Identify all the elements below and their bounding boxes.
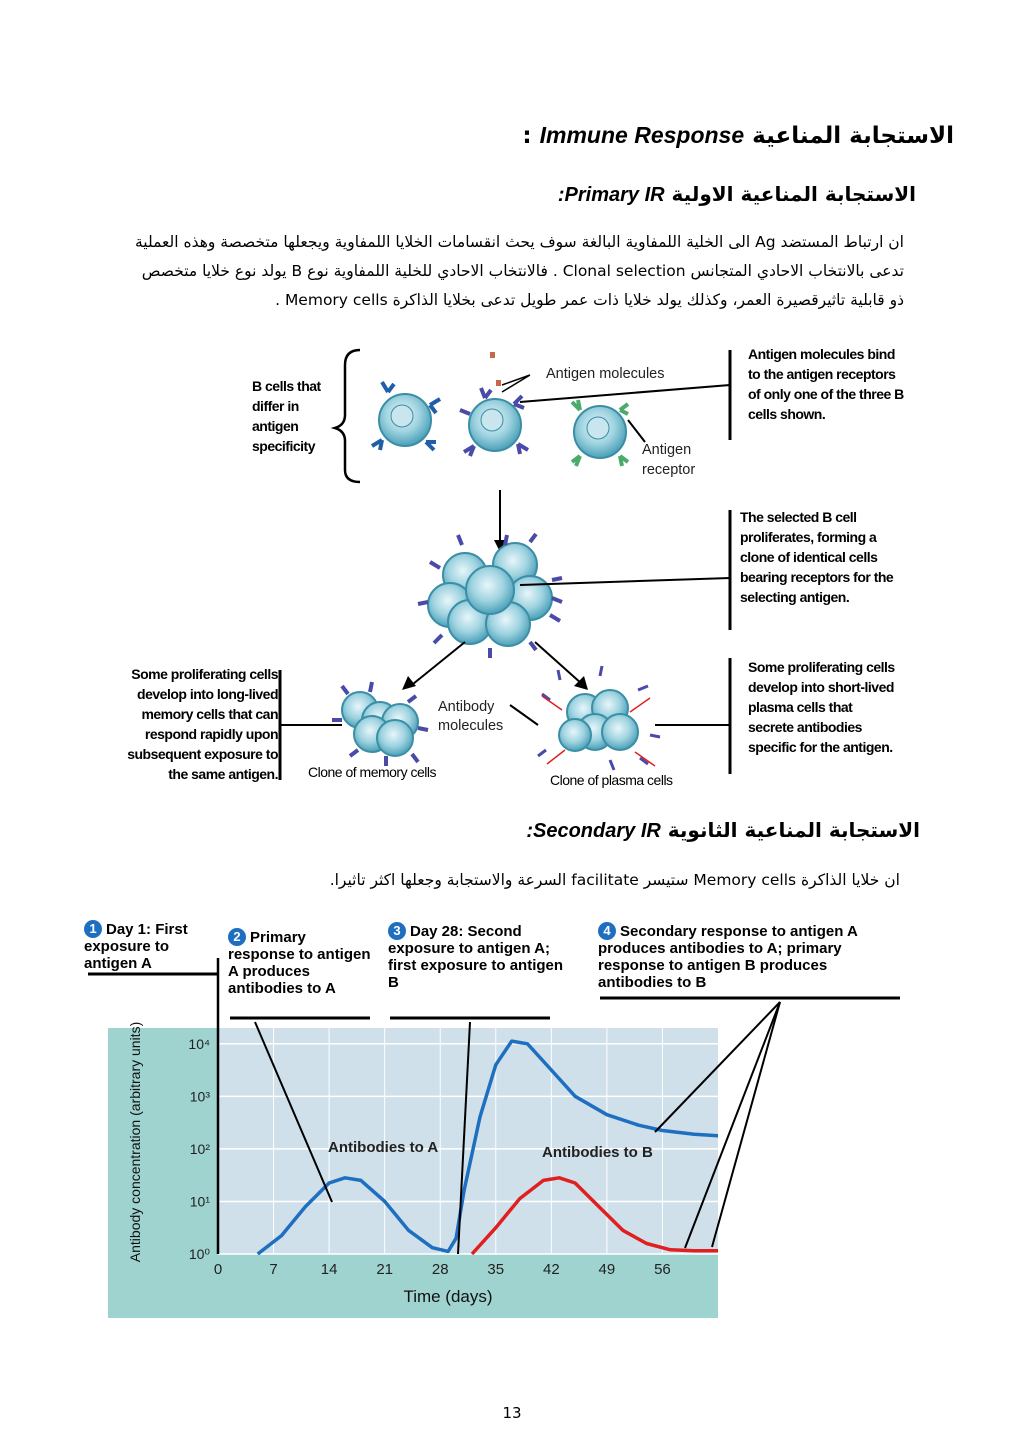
clone-plasma-label: Clone of plasma cells	[550, 772, 673, 788]
annotation-1-number: 1	[84, 920, 102, 938]
antigen-molecules-label: Antigen molecules	[546, 366, 665, 382]
primary-line-2: تدعى بالانتخاب الاحادي المتجانس Clonal selection . فالانتخاب الاحادي للخلية اللمفاوية نوع B يولد نوع خلايا متخصص	[141, 262, 904, 280]
y-tick-label: 10¹	[189, 1193, 210, 1210]
primary-paragraph	[60, 228, 904, 315]
annotation-2-text: Primary response to antigen A produces antibodies to A	[228, 929, 371, 997]
b-cell-2	[460, 352, 528, 456]
x-tick-label: 28	[431, 1261, 449, 1278]
title-colon: :	[522, 123, 532, 149]
annotation-3-text: Day 28: Second exposure to antigen A; first exposure to antigen B	[388, 923, 564, 991]
annotation-3	[388, 922, 568, 991]
primary-line-1: ان ارتباط المستضد Ag الى الخلية اللمفاوية البالغة سوف يحث انقسامات الخلايا اللمفاوية ويجعلها متخصصة وهذه العملية	[134, 233, 904, 251]
x-tick-label: 42	[542, 1261, 560, 1278]
b-cell-1	[372, 382, 440, 450]
annotation-4-text: Secondary response to antigen A produces antibodies to A; primary response to antigen B produces antibodies to B	[598, 923, 858, 991]
secondary-line: ان خلايا الذاكرة Memory cells ستيسر facilitate السرعة والاستجابة وجعلها اكثر تاثيرا.	[329, 871, 900, 889]
antibody-molecules-label: Antibody molecules	[438, 699, 504, 734]
callout-plasma-cells: Some proliferating cells develop into short-lived plasma cells that secrete antibodies specific for the antigen.	[748, 659, 895, 755]
annotation-4	[598, 922, 898, 991]
y-axis-label: Antibody concentration (arbitrary units)	[127, 1021, 143, 1263]
callout-antigen-binding: Antigen molecules bind to the antigen receptors of only one of the three B cells shown.	[748, 346, 904, 422]
primary-heading-english: :Primary IR	[557, 184, 665, 206]
secondary-paragraph	[60, 866, 900, 895]
annotation-3-number: 3	[388, 922, 406, 940]
annotation-4-number: 4	[598, 922, 616, 940]
antigen-receptor-label: Antigen receptor	[642, 442, 696, 478]
series-label-a: Antibodies to A	[328, 1139, 439, 1156]
y-tick-label: 10²	[189, 1140, 210, 1157]
plasma-cell-clone	[538, 666, 660, 770]
annotation-2	[228, 928, 373, 997]
page-title	[522, 122, 954, 149]
b-cell-clone	[418, 534, 562, 658]
x-tick-label: 14	[320, 1261, 338, 1278]
x-tick-label: 35	[487, 1261, 505, 1278]
annotation-1	[84, 920, 214, 972]
b-cells-label: B cells that differ in antigen specificity	[252, 378, 321, 454]
series-label-b: Antibodies to B	[542, 1144, 653, 1161]
callout-memory-cells: Some proliferating cells develop into long-lived memory cells that can respond rapidly upon subsequent exposure to the same antigen.	[127, 666, 278, 782]
x-tick-label: 0	[213, 1261, 223, 1278]
primary-line-3: ذو قابلية تاثيرقصيرة العمر، وكذلك يولد خلايا ذات عمر طويل تدعى بخلايا الذاكرة Memory cells .	[275, 291, 904, 309]
primary-heading	[558, 182, 916, 207]
primary-heading-arabic: الاستجابة المناعية الاولية	[671, 182, 916, 206]
annotation-1-text: Day 1: First exposure to antigen A	[84, 921, 188, 972]
y-tick-label: 10⁴	[188, 1035, 210, 1052]
x-tick-label: 56	[654, 1261, 671, 1278]
page-number: 13	[502, 1404, 522, 1422]
title-arabic: الاستجابة المناعية	[752, 123, 954, 149]
secondary-heading-english: :Secondary IR	[526, 820, 661, 842]
secondary-heading-arabic: الاستجابة المناعية الثانوية	[667, 818, 920, 842]
x-tick-label: 49	[598, 1261, 616, 1278]
b-cell-3	[572, 400, 628, 466]
callout-proliferation: The selected B cell proliferates, forming a clone of identical cells bearing receptors for the selecting antigen.	[740, 509, 894, 605]
memory-cell-clone	[332, 682, 428, 766]
y-tick-label: 10³	[189, 1088, 210, 1105]
x-tick-label: 21	[376, 1261, 394, 1278]
clone-memory-label: Clone of memory cells	[308, 764, 436, 780]
x-tick-label: 7	[269, 1261, 278, 1278]
annotation-2-number: 2	[228, 928, 246, 946]
title-english: Immune Response	[539, 122, 745, 148]
secondary-heading	[526, 818, 920, 843]
y-tick-label: 10⁰	[188, 1246, 210, 1262]
x-axis-label: Time (days)	[403, 1287, 493, 1306]
